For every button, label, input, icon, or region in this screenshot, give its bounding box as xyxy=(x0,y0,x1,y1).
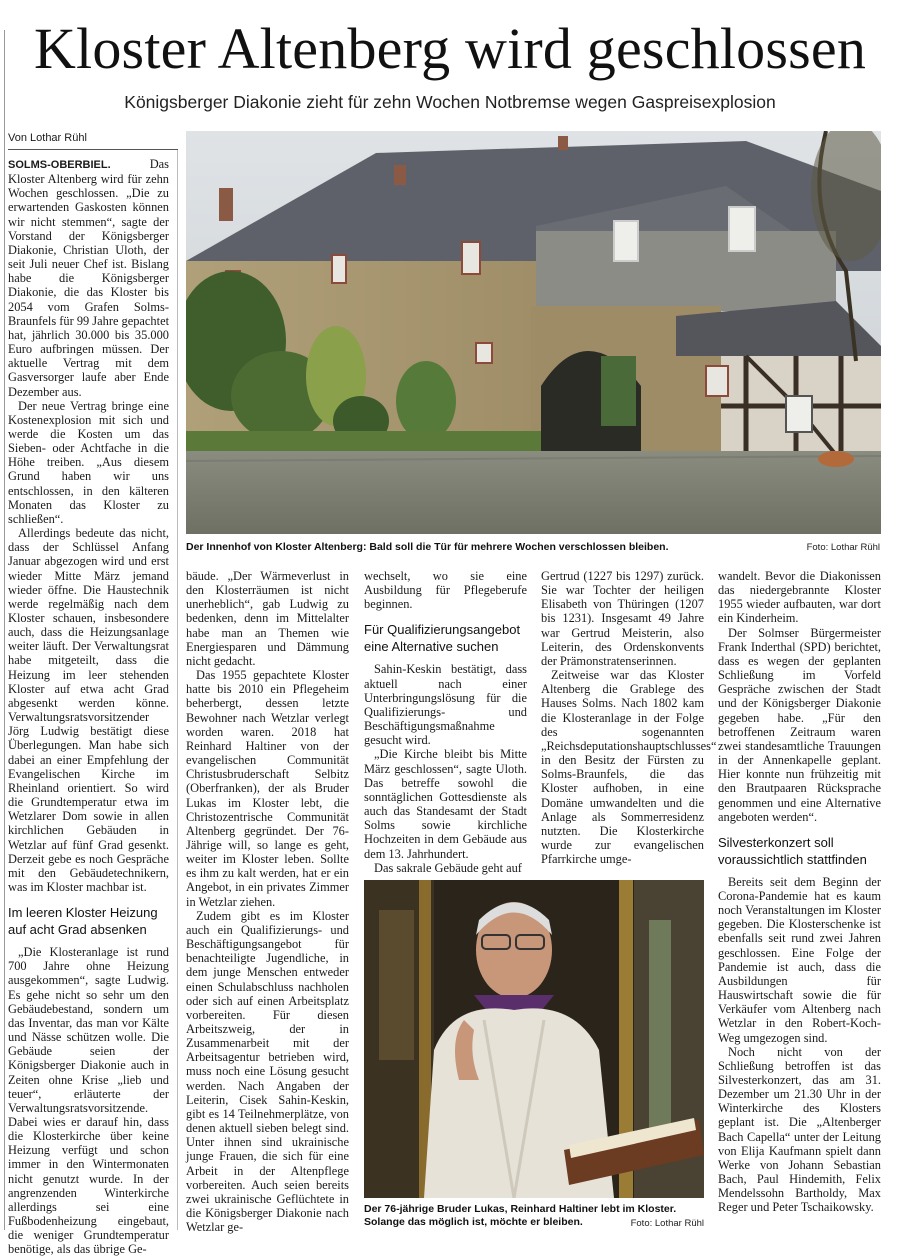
article-author: Von Lothar Rühl xyxy=(8,132,178,150)
paragraph: „Die Kirche bleibt bis Mitte März geschlossen“, sagte Uloth. Das betreffe sowohl die sonntäglichen Gottesdienste als auch das Standesamt der Stadt Solms sowie kirchliche Hochzeiten in dem Gebäude aus dem 13. Jahrhundert. xyxy=(364,747,527,861)
article-subheadline: Königsberger Diakonie zieht für zehn Wochen Notbremse wegen Gaspreisexplosion xyxy=(124,92,776,112)
paragraph: Gertrud (1227 bis 1297) zurück. Sie war Tochter der heiligen Elisabeth von Thüringen (1207 bis 1231). Insgesamt 49 Jahre war Gertrud Meisterin, also Leiterin, des Ordenskonvents der Prämonstratenserinnen. xyxy=(541,569,704,668)
paragraph: Zeitweise war das Kloster Altenberg die Grablege des Hauses Solms. Nach 1802 kam die Klosteranlage in der Folge des sogenannten „Reichsdeputationshauptschlusses“ in den Besitz der Fürsten zu Solms-Braunfels, die das Kloster aufhoben, in eine Domäne umwandelten und die Anlage als Sommerresidenz nutzten. Die Klosterkirche wurde zur evangelischen Pfarrkirche umge- xyxy=(541,668,717,867)
article-headline: Kloster Altenberg wird geschlossen xyxy=(33,16,867,81)
paragraph: Das sakrale Gebäude geht auf xyxy=(374,860,522,875)
paragraph: Der Solmser Bürgermeister Frank Inderthal (SPD) berichtet, dass es wegen der geplanten Schließung im Vorfeld Gespräche zwischen der Stadt und der Königsberger Diakonie gegeben habe. „Für den betroffenen Zeitraum waren zwei standesamtliche Trauungen in der Annenkapelle geplant. Hier konnte nun frühzeitig mit den Brautpaaren Rücksprache genommen und eine Alternative angeboten werden“. xyxy=(718,625,881,824)
paragraph: Bereits seit dem Beginn der Corona-Pandemie hat es kaum noch Veranstaltungen im Kloster gegeben. Die Klosterschenke ist ebenfalls seit rund zwei Jahren geschlossen. Eine Folge der Pandemie ist auch, dass die Ausbildungen für Hauswirtschaft sowie die für Verkäufer vom Altenberg nach Wetzlar in den Robert-Koch-Weg umgezogen sind. xyxy=(718,874,881,1045)
photo1-credit: Foto: Lothar Rühl xyxy=(806,542,880,553)
subheading: Silvesterkonzert soll voraussichtlich stattfinden xyxy=(718,834,867,867)
article-dateline: SOLMS-OBERBIEL. xyxy=(8,159,111,171)
paragraph: Sahin-Keskin bestätigt, dass aktuell nach einer Unterbringungslösung für die Qualifizierungs- und Beschäftigungsmaßnahme gesucht wird. xyxy=(364,662,527,748)
paragraph: Noch nicht von der Schließung betroffen ist das Silvesterkonzert, das am 31. Dezember um 21.30 Uhr in der Winterkirche des Klosters geplant ist. Die „Altenberger Bach Capella“ unter der Leitung von Elija Kaufmann spielt dann Werke von Johann Sebastian Bach, Paul Hindemith, Felix Mendelssohn Bartholdy, Max Reger und Peter Tschaikowsky. xyxy=(718,1044,881,1215)
column-divider xyxy=(177,150,178,1230)
photo1-caption: Der Innenhof von Kloster Altenberg: Bald soll die Tür für mehrere Wochen verschlossen bleiben. xyxy=(186,541,669,553)
photo2-caption-line1: Der 76-jährige Bruder Lukas, Reinhard Haltiner lebt im Kloster. xyxy=(364,1203,677,1215)
paragraph: Zudem gibt es im Kloster auch ein Qualifizierungs- und Beschäftigungsangebot für benachteiligte Jugendliche, in dem junge Menschen entweder einen Schulabschluss nachholen oder sich auf einen Arbeitsplatz vorbereiten. Für diesen Arbeitszweig, der in Zusammenarbeit mit der Arbeitsagentur betrieben wird, muss noch eine Lösung gesucht werden. Nach Angaben der Leiterin, Cisek Sahin-Keskin, gibt es 14 Teilnehmerplätze, von denen aktuell sieben belegt sind. Unter ihnen sind ukrainische junge Frauen, die sich für eine Arbeit in der Altenpflege vorbereiten. Auch seien bereits zwei ukrainische Geflüchtete in die Königsberger Diakonie nach Wetzlar ge- xyxy=(186,908,349,1235)
paragraph: bäude. „Der Wärmeverlust in den Klosterräumen ist nicht unerheblich“, gab Ludwig zu bedenken, denn im Mittelalter habe man an Themen wie Energiesparen und Dämmung nicht gedacht. xyxy=(186,569,349,668)
paragraph: Allerdings bedeute das nicht, dass der Schlüssel Anfang Januar abgezogen wird und erst wieder Mitte März jemand wieder öffne. Die Haustechnik werde regelmäßig nach dem Kloster schauen, insbesondere auch, dass die Heizungsanlage weiter läuft. Der Verwaltungsrat habe mitgeteilt, dass die Heizung im leer stehenden Kloster auf etwa acht Grad abgesenkt werden könne. Verwaltungsratsvorsitzender Jörg Ludwig bestätigt diese Überlegungen. Man habe sich dabei an einer Empfehlung der Evangelischen Kirche im Rheinland orientiert. So wird die Grundtemperatur etwa im Wetzlarer Dom sowie in allen kirchlichen Gebäuden in Wetzlar auf fünf Grad gesenkt. Derzeit gebe es noch Gespräche mit den Gebäudetechnikern, was im Kloster machbar ist. xyxy=(8,526,169,894)
paragraph: Das 1955 gepachtete Kloster hatte bis 2010 ein Pflegeheim beherbergt, dessen letzte Bewohner nach Wetzlar verlegt worden waren. 2018 hat Reinhard Haltiner von der evangelischen Communität Christusbruderschaft Selbitz (Oberfranken), der als Bruder Lukas im Kloster lebt, die Christozentrische Communität Altenberg gegründet. Der 76-Jährige will, so lange es geht, weiter im Kloster leben. Sollte es ihm zu kalt werden, hat er ein Angebot, in ein privates Zimmer in Wetzlar ziehen. xyxy=(186,668,349,909)
paragraph: „Die Klosteranlage ist rund 700 Jahre ohne Heizung ausgekommen“, sagte Ludwig. Es gehe nicht so sehr um den Gebäudebestand, sondern um das Inventar, das man vor Kälte und Nässe schützen wolle. Die Gebäude seien der Königsberger Diakonie auch in Zeiten ohne Krise „lieb und teuer“, erläuterte der Verwaltungsratsvorsitzende. Dabei wies er darauf hin, dass die Klosterkirche über keine Heizung verfügt und schon immer in den Wintermonaten nicht genutzt wurde. In der angrenzenden Winterkirche allerdings sei eine Fußbodenheizung eingebaut, die weniger Grundtemperatur benötige, als das übrige Ge- xyxy=(8,945,169,1257)
photo2-caption-line2: Solange das möglich ist, möchte er bleiben. xyxy=(364,1216,583,1228)
article-column-4 xyxy=(541,569,717,867)
article-column-5 xyxy=(718,569,881,1215)
paragraph: wechselt, wo sie eine Ausbildung für Pflegeberufe beginnen. xyxy=(364,569,527,612)
article-column-1 xyxy=(8,157,169,1257)
paragraph: Der neue Vertrag bringe eine Kostenexplosion mit sich und werde die Kosten um das Sieben- oder Achtfache in die Höhe treiben. „Aus diesem Grund haben wir uns entschlossen, in den kälteren Monaten das Kloster zu schließen“. xyxy=(8,398,169,526)
page-margin-rule xyxy=(4,30,5,1230)
article-column-3 xyxy=(364,569,527,875)
bruder-lukas-photo xyxy=(364,880,704,1198)
photo2-credit: Foto: Lothar Rühl xyxy=(630,1218,704,1229)
paragraph: wandelt. Bevor die Diakonissen das niedergebrannte Kloster 1955 wieder aufbauten, war dort ein Kinderheim. xyxy=(718,569,881,626)
monastery-courtyard-photo xyxy=(186,131,881,534)
subheading: Für Qualifizierungsangebot eine Alternative suchen xyxy=(364,622,521,655)
article-column-2 xyxy=(186,569,349,1234)
photo2-caption xyxy=(364,1203,704,1229)
paragraph: Das Kloster Altenberg wird für zehn Wochen geschlossen. „Die zu erwartenden Gaskosten können wir nicht stemmen“, sagte der Vorstand der Königsberger Diakonie, Christian Uloth, der seit Juli neuer Chef ist. Bislang habe die Königsberger Diakonie, die das Kloster bis 2054 vom Grafen Solms-Braunfels für 99 Jahre gepachtet hat, jährlich 30.000 bis 35.000 Euro aufbringen müssen. Der aktuelle Vertrag mit dem Gasversorger laufe aber Ende Dezember aus. xyxy=(8,157,170,399)
subheading: Im leeren Kloster Heizung auf acht Grad absenken xyxy=(8,905,158,938)
